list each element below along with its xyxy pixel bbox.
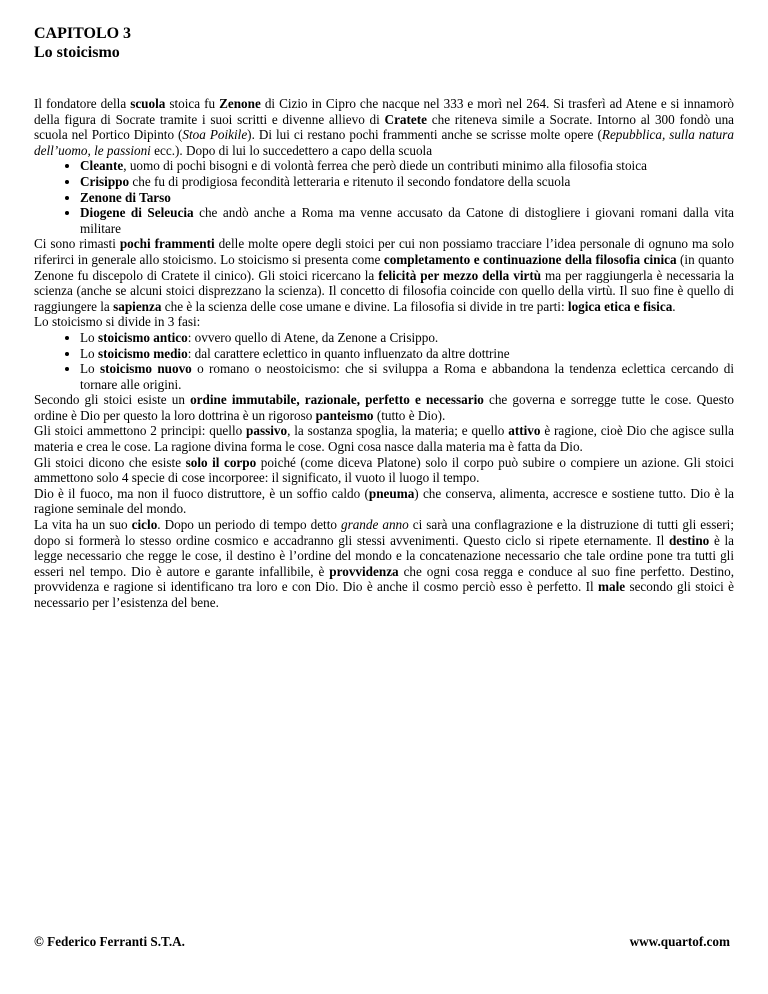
text-run: Ci sono rimasti	[34, 236, 120, 252]
text-run: Il fondatore della	[34, 96, 131, 111]
bold-term: provvidenza	[329, 563, 399, 579]
text-run: Lo stoicismo si divide in 3 fasi:	[34, 314, 201, 330]
bold-term: scuola	[130, 96, 166, 111]
successor-list-item	[80, 158, 734, 174]
chapter-title: Lo stoicismo	[34, 44, 120, 61]
text-run: Lo	[80, 345, 98, 361]
text-run: Lo	[80, 329, 98, 345]
text-run: Gli stoici dicono che esiste	[34, 454, 186, 470]
text-run: (in quanto Zenone fu discepolo di Cratete il cinico). Gli stoici ricercano la	[34, 251, 735, 283]
bold-term: Diogene di Seleucia	[80, 205, 194, 221]
text-run: Secondo gli stoici esiste un	[34, 392, 191, 408]
text-run: di Cizio in Cipro che nacque nel 333 e morì nel 264. Si trasferì ad Atene e si innamorò della figura di Socrate tramite i suoi scritti e divenne allievo di	[34, 96, 734, 127]
phase-list-item	[80, 330, 734, 346]
phase-list-item	[80, 361, 734, 392]
bold-term: destino	[668, 532, 710, 548]
bold-term: passivo	[246, 423, 288, 439]
bold-term: attivo	[508, 423, 541, 439]
text-run: : dal carattere eclettico in quanto influenzato da altre dottrine	[187, 345, 510, 361]
bold-term: logica etica e fisica	[567, 298, 673, 314]
text-run: (tutto è Dio).	[373, 407, 446, 423]
phase-list-item	[80, 346, 734, 362]
bold-term: pneuma	[368, 485, 415, 501]
italic-term: Stoa Poikile	[182, 127, 248, 143]
text-run: ) che conserva, alimenta, accresce e sostiene tutto. Dio è la ragione seminale del mondo.	[34, 485, 734, 517]
text-run: , uomo di pochi bisogni e di volontà ferrea che però diede un contributi minimo alla filosofia stoica	[123, 158, 647, 174]
body-text	[34, 96, 734, 611]
bold-term: Crisippo	[80, 173, 130, 189]
paragraph-phases-intro	[34, 314, 734, 330]
text-run: stoica fu	[165, 96, 220, 111]
text-run: che riteneva simile a Socrate. Intorno al 300 fondò una scuola nel Portico Dipinto (	[34, 111, 735, 143]
successor-list-item	[80, 190, 734, 206]
text-run: poiché (come diceva Platone) solo il corpo può subire o compiere un azione. Gli stoici ammettono solo 4 specie di cose incorporee: il significato, il vuoto il luogo il tempo.	[34, 454, 734, 486]
successors-list	[34, 158, 734, 236]
text-run: ma per raggiungerla è necessaria la scienza (anche se alcuni stoici disprezzano la scienza). Il concetto di filosofia coincide con quello della virtù. Il suo fine è quello di raggiungere la	[34, 267, 735, 314]
italic-term: Repubblica, sulla natura dell’uomo, le passioni	[34, 127, 734, 158]
paragraph-intro	[34, 96, 734, 158]
text-run: che fu di prodigiosa fecondità letteraria e ritenuto il secondo fondatore della scuola	[129, 173, 571, 189]
chapter-heading: CAPITOLO 3	[34, 25, 132, 42]
paragraph-cycle	[34, 517, 734, 611]
text-run: ecc.). Dopo di lui lo succedettero a capo della scuola	[150, 142, 433, 158]
bold-term: completamento e continuazione della filosofia cinica	[383, 251, 677, 267]
bold-term: Zenone	[219, 96, 261, 111]
text-run: . Dopo un periodo di tempo detto	[157, 517, 341, 533]
bold-term: male	[598, 579, 626, 595]
successor-list-item	[80, 205, 734, 236]
text-run: che governa e sorregge tutte le cose. Questo ordine è Dio per questo la loro dottrina è un rigoroso	[34, 392, 735, 423]
text-run: è ragione, cioè Dio che agisce sulla materia e crea le cose. La ragione divina forma le cose. Ogni cosa nasce dalla materia ma è fatta da Dio.	[34, 423, 734, 455]
bold-term: ordine immutabile, razionale, perfetto e necessario	[190, 392, 484, 408]
phases-list	[34, 330, 734, 392]
successor-list-item	[80, 174, 734, 190]
bold-term: Cratete	[384, 111, 428, 127]
text-run: secondo gli stoici è necessario per l’esistenza del bene.	[34, 579, 734, 610]
paragraph-fire	[34, 486, 734, 517]
text-run: , la sostanza spoglia, la materia; e quello	[287, 423, 509, 439]
paragraph-body	[34, 455, 734, 486]
text-run: La vita ha un suo	[34, 517, 132, 533]
italic-term: grande anno	[340, 517, 409, 533]
text-run: delle molte opere degli stoici per cui non possiamo tracciare l’idea personale di ognuno ma solo riferirci in generale allo stoicismo. Lo stoicismo si presenta come	[34, 236, 735, 267]
bold-term: ciclo	[131, 517, 158, 533]
text-run: che andò anche a Roma ma venne accusato da Catone di distogliere i giovani romani dalla vita militare	[80, 205, 734, 236]
bold-term: pochi frammenti	[119, 236, 215, 252]
bold-term: Cleante	[80, 158, 124, 174]
bold-term: stoicismo antico	[97, 329, 188, 345]
text-run: Lo	[80, 361, 100, 377]
text-run: : ovvero quello di Atene, da Zenone a Crisippo.	[187, 329, 439, 345]
text-run: .	[672, 298, 676, 314]
bold-term: Zenone di Tarso	[80, 189, 171, 205]
text-run: che è la scienza delle cose umane e divine. La filosofia si divide in tre parti:	[161, 298, 568, 314]
text-run: o romano o neostoicismo: che si sviluppa a Roma e abbandona la tendenza eclettica cercando di tornare alle origini.	[80, 361, 735, 392]
bold-term: felicità per mezzo della virtù	[378, 267, 542, 283]
bold-term: stoicismo medio	[97, 345, 188, 361]
paragraph-principles	[34, 423, 734, 454]
text-run: ). Di lui ci restano pochi frammenti anche se scrisse molte opere (	[247, 127, 602, 143]
text-run: che ogni cosa regga e conduce al suo fine perfetto. Destino, provvidenza e ragione si identificano tra loro e con Dio. Dio è anche il cosmo perciò esso è perfetto. Il	[34, 563, 735, 595]
footer-website: www.quartof.com	[629, 934, 730, 949]
bold-term: stoicismo nuovo	[99, 361, 192, 377]
bold-term: panteismo	[315, 407, 374, 423]
bold-term: solo il corpo	[185, 454, 257, 470]
bold-term: sapienza	[113, 298, 162, 314]
paragraph-order	[34, 392, 734, 423]
footer-copyright: © Federico Ferranti S.T.A.	[34, 934, 185, 949]
paragraph-fragments	[34, 236, 734, 314]
text-run: è la legge necessario che regge le cose, il destino è l’ordine del mondo e la concatenazione necessario che tale ordine pone tra tutti gli esseri nel tempo. Dio è autore e garante infallibile, è	[34, 532, 734, 579]
text-run: Dio è il fuoco, ma non il fuoco distruttore, è un soffio caldo (	[34, 485, 369, 501]
text-run: ci sarà una conflagrazione e la distruzione di tutti gli esseri; dopo si formerà lo stesso ordine cosmico e accadranno gli stessi avvenimenti. Questo ciclo si ripete eternamente. Il	[34, 517, 734, 548]
text-run: Gli stoici ammettono 2 principi: quello	[34, 423, 247, 439]
